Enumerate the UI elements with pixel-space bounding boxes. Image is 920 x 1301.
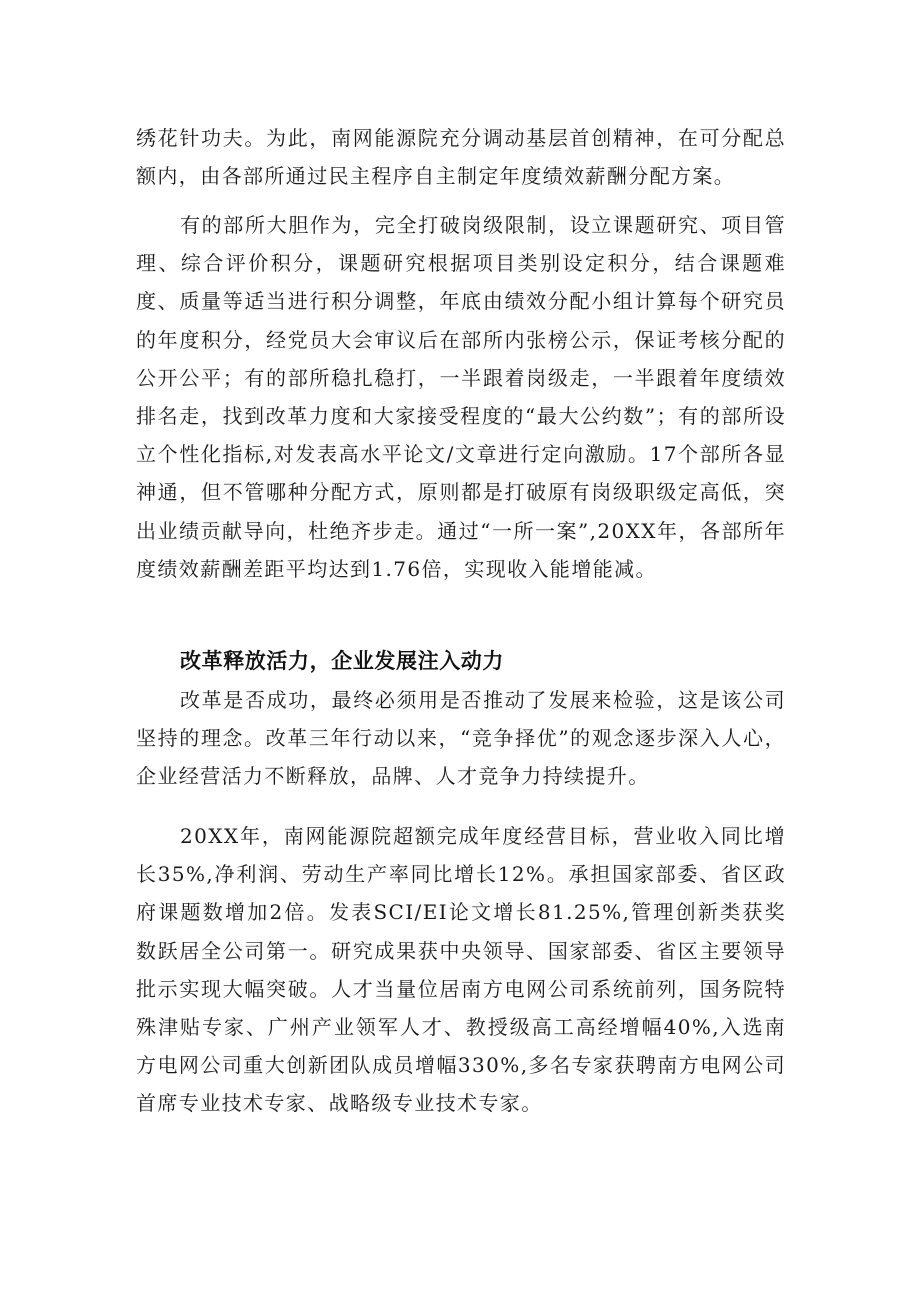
section-heading: 改革释放活力，企业发展注入动力 <box>180 649 504 673</box>
body-paragraph-results: 20XX年，南网能源院超额完成年度经营目标，营业收入同比增长35%,净利润、劳动生产率同比增长12%。承担国家部委、省区政府课题数增加2倍。发表SCI/EI论文增长81.25%,管理创新类获奖数跃居全公司第一。研究成果获中央领导、国家部委、省区主要领导批示实现大幅突破。人才当量位居南方电网公司系统前列，国务院特殊津贴专家、广州产业领军人才、教授级高工高经增幅40%,入选南方电网公司重大创新团队成员增幅330%,多名专家获聘南方电网公司首席专业技术专家、战略级专业技术专家。 <box>136 824 786 1116</box>
body-paragraph-distribution-methods: 有的部所大胆作为，完全打破岗级限制，设立课题研究、项目管理、综合评价积分，课题研究根据项目类别设定积分，结合课题难度、质量等适当进行积分调整，年底由绩效分配小组计算每个研究员的年度积分，经党员大会审议后在部所内张榜公示，保证考核分配的公开公平；有的部所稳扎稳打，一半跟着岗级走，一半跟着年度绩效排名走，找到改革力度和大家接受程度的“最大公约数”；有的部所设立个性化指标,对发表高水平论文/文章进行定向激励。17个部所各显神通，但不管哪种分配方式，原则都是打破原有岗级职级定高低，突出业绩贡献导向，杜绝齐步走。通过“一所一案”,20XX年，各部所年度绩效薪酬差距平均达到1.76倍，实现收入能增能减。 <box>136 213 786 581</box>
body-paragraph-continued: 绣花针功夫。为此，南网能源院充分调动基层首创精神，在可分配总额内，由各部所通过民主程序自主制定年度绩效薪酬分配方案。 <box>136 126 786 189</box>
body-paragraph-reform-philosophy: 改革是否成功，最终必须用是否推动了发展来检验，这是该公司坚持的理念。改革三年行动以来，“竞争择优”的观念逐步深入人心，企业经营活力不断释放，品牌、人才竞争力持续提升。 <box>136 688 786 789</box>
